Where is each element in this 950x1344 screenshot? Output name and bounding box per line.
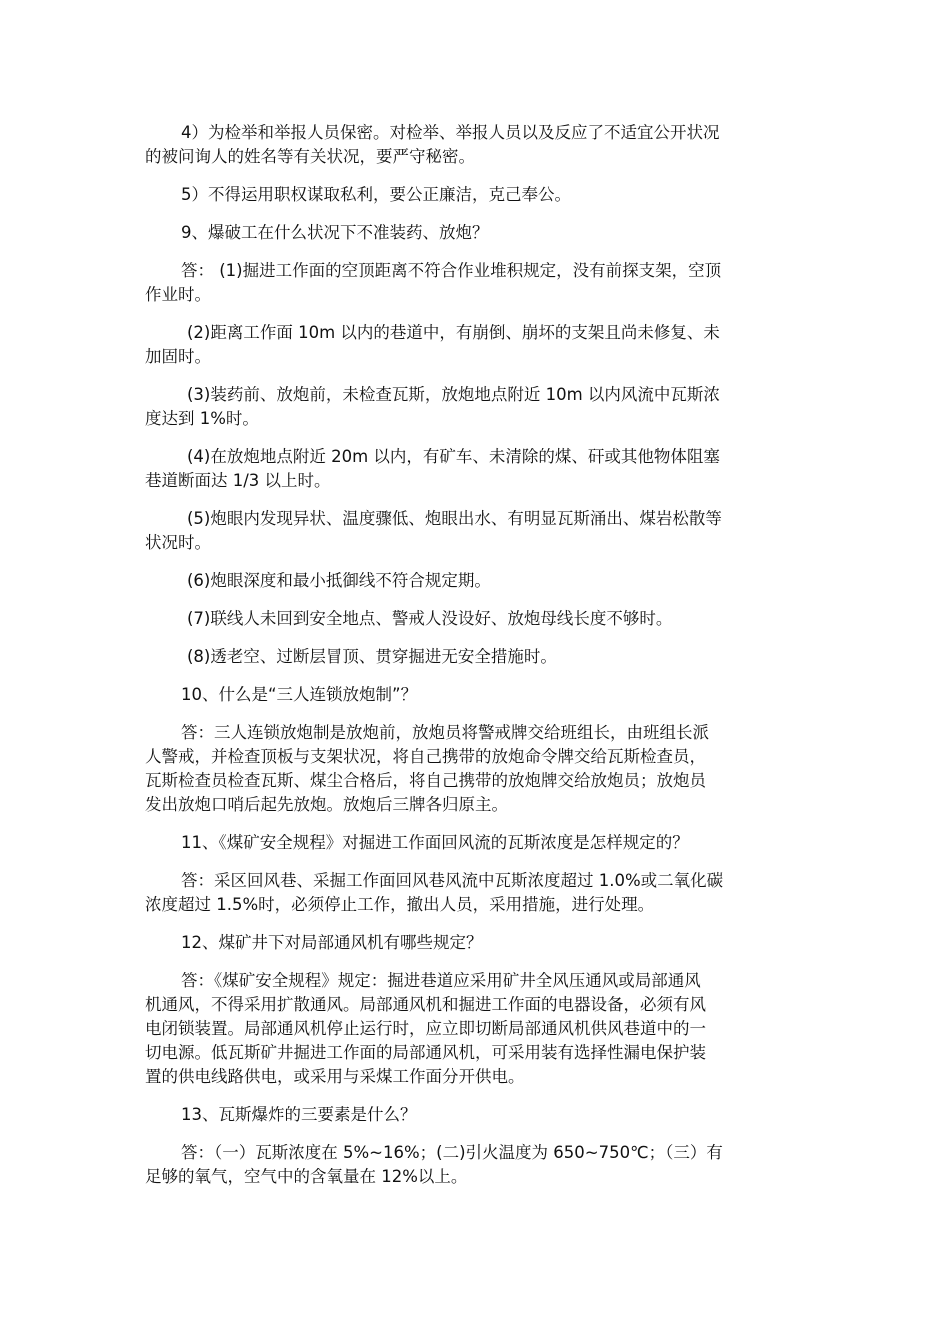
text-line: 11、《煤矿安全规程》对掘进工作面回风流的瓦斯浓度是怎样规定的？ [181,833,689,852]
text-line: 答：采区回风巷、采掘工作面回风巷风流中瓦斯浓度超过 1.0%或二氧化碳 [181,871,724,890]
text-line: 13、瓦斯爆炸的三要素是什么？ [181,1105,417,1124]
paragraph [145,969,805,1089]
document-page [145,121,805,1189]
paragraph [145,321,805,369]
text-line: 10、什么是“三人连锁放炮制”？ [181,685,418,704]
text-line: 浓度超过 1.5%时，必须停止工作，撤出人员，采用措施，进行处理。 [145,895,655,914]
paragraph [145,383,805,431]
text-line: (6)炮眼深度和最小抵御线不符合规定期。 [187,571,491,590]
text-line: 9、爆破工在什么状况下不准装药、放炮？ [181,223,489,242]
paragraph [145,121,805,169]
paragraph [145,931,805,955]
text-line: 5）不得运用职权谋取私利，要公正廉洁，克己奉公。 [181,185,571,204]
paragraph [145,869,805,917]
text-line: (8)透老空、过断层冒顶、贯穿掘进无安全措施时。 [187,647,557,666]
paragraph [145,569,805,593]
paragraph [145,645,805,669]
text-line: 切电源。低瓦斯矿井掘进工作面的局部通风机，可采用装有选择性漏电保护装 [145,1043,706,1062]
text-line: 巷道断面达 1/3 以上时。 [145,471,331,490]
text-line: 作业时。 [145,285,211,304]
paragraph [145,221,805,245]
text-line: 人警戒，并检查顶板与支架状况，将自己携带的放炮命令牌交给瓦斯检查员， [145,747,706,766]
paragraph [145,445,805,493]
paragraph [145,683,805,707]
paragraph [145,721,805,817]
text-line: 4）为检举和举报人员保密。对检举、举报人员以及反应了不适宜公开状况 [181,123,720,142]
text-line: 电闭锁装置。局部通风机停止运行时，应立即切断局部通风机供风巷道中的一 [145,1019,706,1038]
text-line: (5)炮眼内发现异状、温度骤低、炮眼出水、有明显瓦斯涌出、煤岩松散等 [187,509,722,528]
text-line: (3)装药前、放炮前，未检查瓦斯，放炮地点附近 10m 以内风流中瓦斯浓 [187,385,720,404]
text-line: 状况时。 [145,533,211,552]
paragraph [145,183,805,207]
text-line: 12、煤矿井下对局部通风机有哪些规定？ [181,933,483,952]
text-line: (2)距离工作面 10m 以内的巷道中，有崩倒、崩坏的支架且尚未修复、未 [187,323,720,342]
paragraph [145,607,805,631]
paragraph [145,507,805,555]
text-line: 的被问询人的姓名等有关状况，要严守秘密。 [145,147,475,166]
text-line: (4)在放炮地点附近 20m 以内，有矿车、未清除的煤、矸或其他物体阻塞 [187,447,720,466]
text-line: 答：三人连锁放炮制是放炮前，放炮员将警戒牌交给班组长，由班组长派 [181,723,709,742]
text-line: 置的供电线路供电，或采用与采煤工作面分开供电。 [145,1067,525,1086]
paragraph [145,1141,805,1189]
text-line: 答：（一）瓦斯浓度在 5%~16%；(二)引火温度为 650~750℃；（三）有 [181,1143,723,1162]
paragraph [145,1103,805,1127]
text-line: 加固时。 [145,347,211,366]
text-line: (7)联线人未回到安全地点、警戒人没设好、放炮母线长度不够时。 [187,609,673,628]
paragraph [145,259,805,307]
text-line: 足够的氧气，空气中的含氧量在 12%以上。 [145,1167,468,1186]
text-line: 机通风，不得采用扩散通风。局部通风机和掘进工作面的电器设备，必须有风 [145,995,706,1014]
text-line: 瓦斯检查员检查瓦斯、煤尘合格后，将自己携带的放炮牌交给放炮员；放炮员 [145,771,706,790]
text-line: 答：《煤矿安全规程》规定：掘进巷道应采用矿井全风压通风或局部通风 [181,971,701,990]
text-line: 发出放炮口哨后起先放炮。放炮后三牌各归原主。 [145,795,508,814]
paragraph [145,831,805,855]
text-line: 答： (1)掘进工作面的空顶距离不符合作业堆积规定，没有前探支架，空顶 [181,261,722,280]
text-line: 度达到 1%时。 [145,409,259,428]
